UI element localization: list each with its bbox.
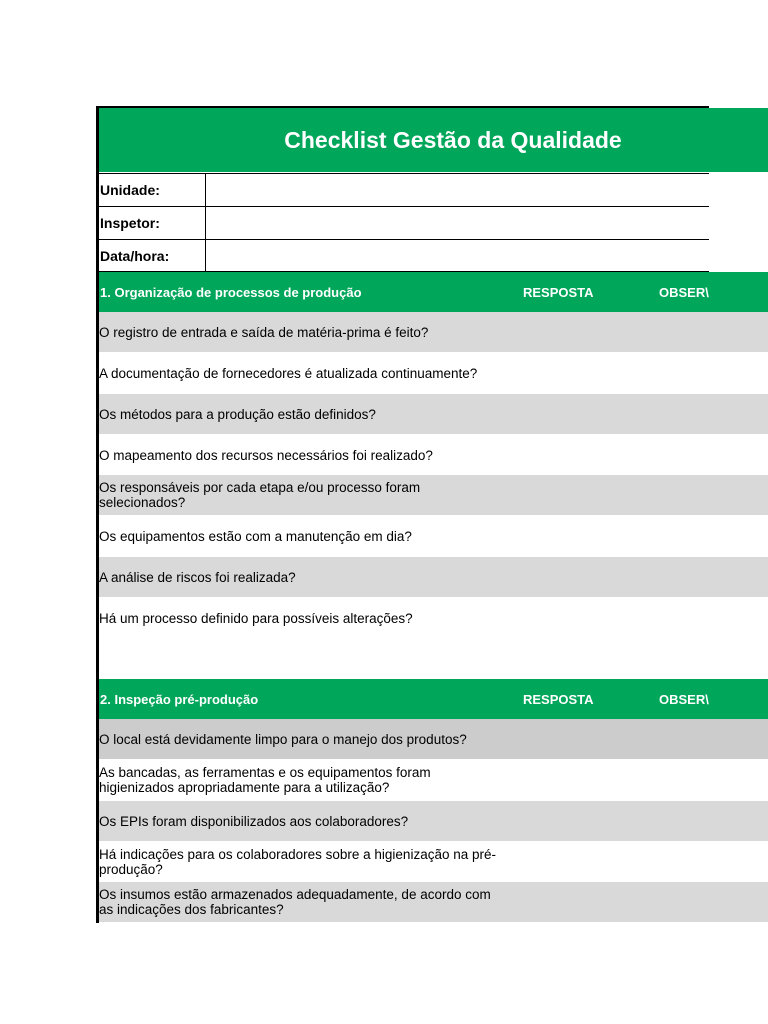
question-text: O local está devidamente limpo para o manejo dos produtos? <box>99 731 467 747</box>
table-row[interactable] <box>99 394 768 434</box>
info-row-inspetor <box>99 206 709 239</box>
unidade-field[interactable] <box>205 174 709 206</box>
table-row[interactable] <box>99 353 768 393</box>
info-label: Inspetor: <box>100 215 160 231</box>
table-row[interactable] <box>99 475 768 515</box>
info-row-unidade <box>99 173 709 206</box>
info-row-datahora <box>99 239 709 272</box>
table-row[interactable] <box>99 801 768 841</box>
question-text: Há indicações para os colaboradores sobre a higienização na pré-produção? <box>99 847 496 877</box>
column-header-observacao: OBSER\ <box>659 691 709 707</box>
section-title: 2. Inspeção pré-produção <box>100 691 259 707</box>
table-row[interactable] <box>99 719 768 759</box>
question-text: Os insumos estão armazenados adequadamente, de acordo com as indicações dos fabricantes? <box>99 887 491 917</box>
section-header-1 <box>99 272 768 312</box>
table-row[interactable] <box>99 760 768 800</box>
question-text: Há um processo definido para possíveis alterações? <box>99 610 413 626</box>
page-title: Checklist Gestão da Qualidade <box>284 126 622 153</box>
sheet-top-border <box>96 106 709 108</box>
question-text: A análise de riscos foi realizada? <box>99 569 296 585</box>
datahora-field[interactable] <box>205 240 709 272</box>
table-row[interactable] <box>99 516 768 556</box>
section-title: 1. Organização de processos de produção <box>100 284 362 300</box>
title-right-blank <box>709 172 768 272</box>
question-text: O mapeamento dos recursos necessários foi realizado? <box>99 447 433 463</box>
inspetor-field[interactable] <box>205 207 709 239</box>
column-header-observacao: OBSER\ <box>659 284 709 300</box>
question-text: Os métodos para a produção estão definidos? <box>99 406 376 422</box>
table-row[interactable] <box>99 312 768 352</box>
column-header-resposta: RESPOSTA <box>523 284 594 300</box>
question-text: O registro de entrada e saída de matéria-prima é feito? <box>99 324 429 340</box>
table-row[interactable] <box>99 598 768 638</box>
table-row[interactable] <box>99 435 768 475</box>
info-label: Data/hora: <box>100 248 170 264</box>
table-row[interactable] <box>99 557 768 597</box>
question-text: Os EPIs foram disponibilizados aos colaboradores? <box>99 813 409 829</box>
table-row[interactable] <box>99 882 768 922</box>
question-text: As bancadas, as ferramentas e os equipamentos foram higienizados apropriadamente para a utilização? <box>99 765 431 795</box>
info-label: Unidade: <box>100 182 160 198</box>
section-header-2 <box>99 679 768 719</box>
sheet-left-border <box>96 106 99 923</box>
question-text: Os responsáveis por cada etapa e/ou processo foram selecionados? <box>99 480 421 510</box>
column-header-resposta: RESPOSTA <box>523 691 594 707</box>
question-text: Os equipamentos estão com a manutenção em dia? <box>99 528 412 544</box>
table-row[interactable] <box>99 842 768 882</box>
question-text: A documentação de fornecedores é atualizada continuamente? <box>99 365 478 381</box>
